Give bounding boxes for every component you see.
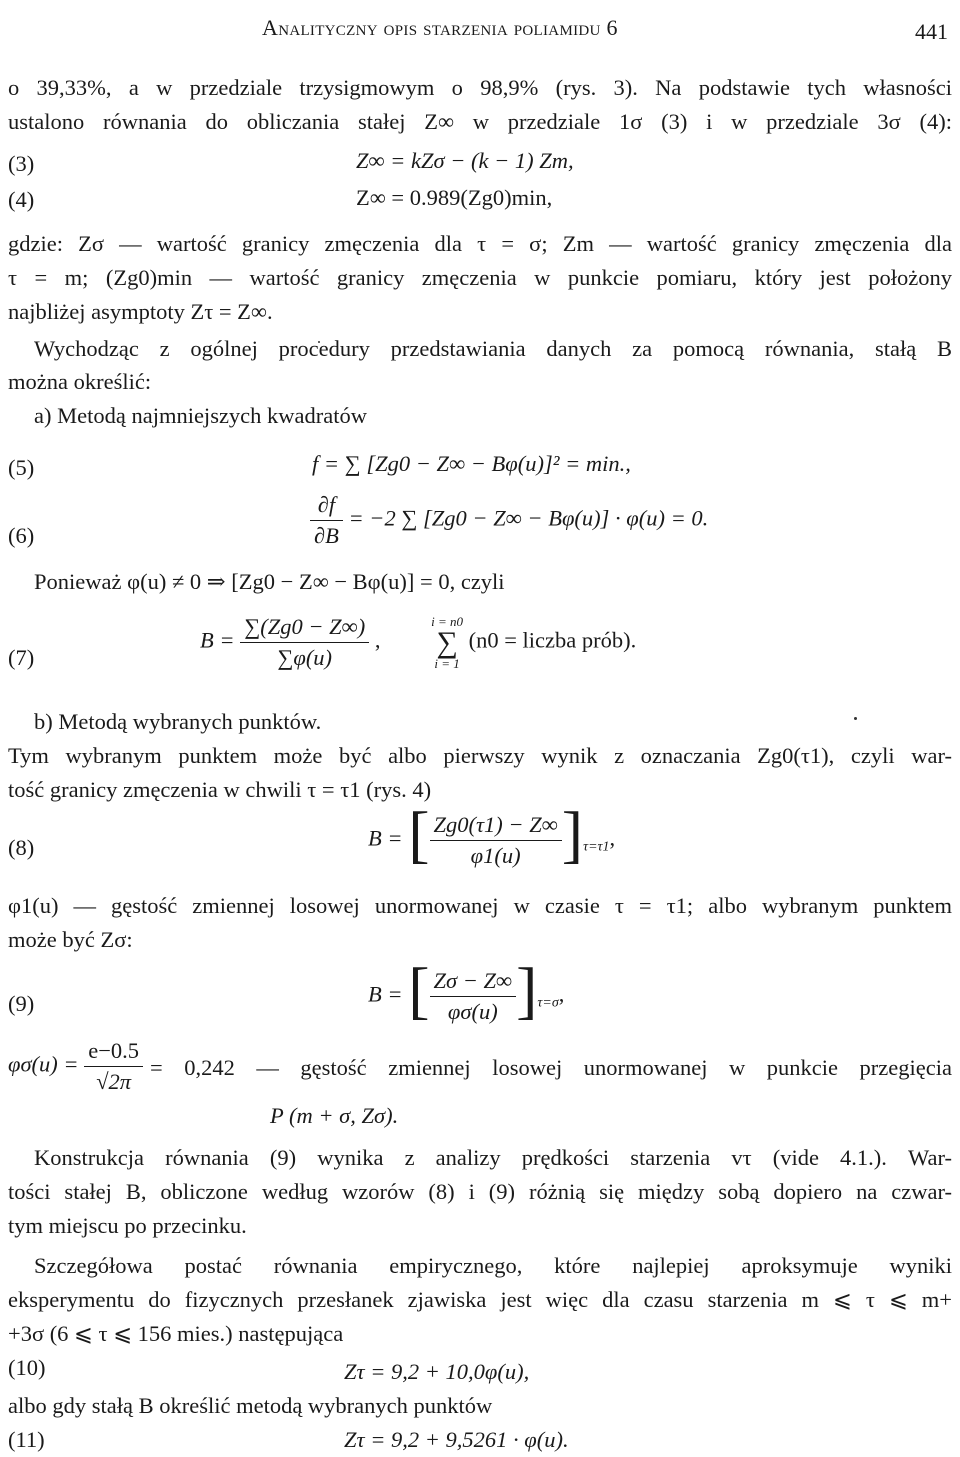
equation-number: (4) [8, 187, 35, 212]
fraction-denominator: φ1(u) [470, 843, 521, 868]
text-line: można określić: [8, 369, 152, 394]
equation-10: Zτ = 9,2 + 10,0φ(u), [344, 1359, 530, 1384]
equation-number: (10) [8, 1355, 46, 1380]
equation-8-lhs: B = [368, 825, 403, 851]
text-line: może być Zσ: [8, 927, 133, 952]
equation-7-note: (n0 = liczba prób). [468, 627, 637, 653]
text-line: Ponieważ φ(u) ≠ 0 ⇒ [Zg0 − Z∞ − Bφ(u)] = 0, czyli [34, 569, 505, 594]
equation-number: (5) [8, 455, 35, 480]
fraction-denominator: φσ(u) [447, 999, 498, 1024]
text-line: o 39,33%, a w przedziale trzysigmowym o 98,9% (rys. 3). Na podstawie tych własności [8, 75, 952, 100]
equation-8-fraction [430, 810, 562, 871]
text-line: φ1(u) — gęstość zmiennej losowej unormowanej w czasie τ = τ1; albo wybranym punktem [8, 893, 952, 918]
equation-number: (11) [8, 1427, 45, 1452]
stray-dot [854, 717, 857, 720]
left-bracket: [ [408, 798, 430, 870]
equation-4: Z∞ = 0.989(Zg0)min, [356, 185, 553, 210]
text-line: = 0,242 — gęstość zmiennej losowej unormowanej w punkcie przegięcia [150, 1055, 952, 1080]
equation-6 [310, 490, 708, 551]
fraction-numerator: Zg0(τ1) − Z∞ [430, 810, 562, 841]
fraction-numerator: ∑(Zg0 − Z∞) [240, 612, 369, 643]
equation-number: (7) [8, 645, 35, 670]
text-line: gdzie: Zσ — wartość granicy zmęczenia dla τ = σ; Zm — wartość granicy zmęczenia dla [8, 231, 952, 256]
text-line: +3σ (6 ⩽ τ ⩽ 156 mies.) następująca [8, 1321, 344, 1346]
equation-6-fraction [310, 490, 343, 551]
equation-5: f = ∑ [Zg0 − Z∞ − Bφ(u)]² = min., [312, 451, 631, 476]
text-line: b) Metodą wybranych punktów. [34, 709, 322, 734]
text-line: albo gdy stałą B określić metodą wybranych punktów [8, 1393, 493, 1418]
page-number: 441 [915, 19, 948, 44]
equation-9-lhs: B = [368, 981, 403, 1007]
fraction-denominator: ∂B [314, 523, 339, 548]
text-line: Tym wybranym punktem może być albo pierwszy wynik z oznaczania Zg0(τ1), czyli war- [8, 743, 952, 768]
fraction-denominator: √2π [96, 1069, 132, 1094]
running-title: Analityczny opis starzenia poliamidu 6 [262, 15, 618, 40]
sum-lower-limit: i = 1 [434, 655, 460, 671]
equation-9-fraction [430, 966, 517, 1027]
evaluation-subscript: τ=τ1 [583, 839, 610, 855]
equation-3: Z∞ = kZσ − (k − 1) Zm, [356, 148, 574, 173]
text-line: τ = m; (Zg0)min — wartość granicy zmęczenia w punkcie pomiaru, który jest położony [8, 265, 952, 290]
right-bracket: ] [561, 798, 584, 870]
text-line: najbliżej asymptoty Zτ = Z∞. [8, 299, 273, 324]
sum-with-limits [431, 615, 463, 671]
text-line: tości stałej B, obliczone według wzorów (8) i (9) różnią się między sobą dopiero na czwar- [8, 1179, 952, 1204]
sum-upper-limit: i = n0 [431, 613, 463, 629]
fraction-numerator: Zσ − Z∞ [430, 966, 517, 997]
equation-7: B = $\frac{\sum(Zg0 - Z\infty)}{\sum\varphi(u)}$ , i = n0 ∑ i = 1 (n0 = liczba prób). [200, 612, 636, 673]
text-line: eksperymentu do fizycznych przesłanek zjawiska jest więc dla czasu starzenia m ⩽ τ ⩽ m+ [8, 1287, 952, 1312]
equation-9: B = [ $\frac{Z\sigma - Z\infty}{\varphi\sigma(u)}$ ]$_{\tau=\sigma}$, [368, 954, 565, 1026]
right-bracket: ] [516, 954, 538, 1026]
text-line: ustalono równania do obliczania stałej Z∞ w przedziale 1σ (3) i w przedziale 3σ (4): [8, 109, 952, 134]
equation-7-lhs: B = [200, 627, 235, 653]
evaluation-subscript: τ=σ [537, 995, 559, 1011]
phi-sigma-lhs: φσ(u) = [8, 1051, 79, 1077]
text-line: Wychodząc z ogólnej procedury przedstawiania danych za pomocą równania, stałą B [34, 336, 952, 361]
equation-number: (9) [8, 991, 35, 1016]
equation-number: (6) [8, 523, 35, 548]
equation-number: (3) [8, 151, 35, 176]
equation-11: Zτ = 9,2 + 9,5261 · φ(u). [344, 1427, 569, 1452]
equation-8: B = [ $\frac{Zg0(\tau 1) - Z\infty}{\varphi 1(u)}$ ]$_{\tau=\tau 1}$, [368, 798, 616, 870]
inflection-point: P (m + σ, Zσ). [270, 1103, 399, 1128]
equation-7-fraction [240, 612, 369, 673]
text-line: a) Metodą najmniejszych kwadratów [34, 403, 368, 428]
text-line: Szczegółowa postać równania empirycznego, które najlepiej aproksymuje wyniki [34, 1253, 952, 1278]
fraction-numerator: ∂f [310, 490, 343, 521]
phi-sigma-fraction [84, 1036, 143, 1097]
fraction-numerator: e−0.5 [84, 1036, 143, 1067]
fraction-denominator: ∑φ(u) [277, 645, 333, 670]
text-line: tym miejscu po przecinku. [8, 1213, 247, 1238]
text-line: Konstrukcja równania (9) wynika z analizy prędkości starzenia vτ (vide 4.1.). War- [34, 1145, 952, 1170]
equation-number: (8) [8, 835, 35, 860]
sum-sign: ∑ [436, 625, 458, 659]
left-bracket: [ [408, 954, 430, 1026]
phi-sigma-definition [8, 1036, 143, 1097]
equation-6-rhs: = −2 ∑ [Zg0 − Z∞ − Bφ(u)] · φ(u) = 0. [348, 505, 709, 531]
text-line: tość granicy zmęczenia w chwili τ = τ1 (rys. 4) [8, 777, 432, 802]
running-header [0, 12, 960, 48]
